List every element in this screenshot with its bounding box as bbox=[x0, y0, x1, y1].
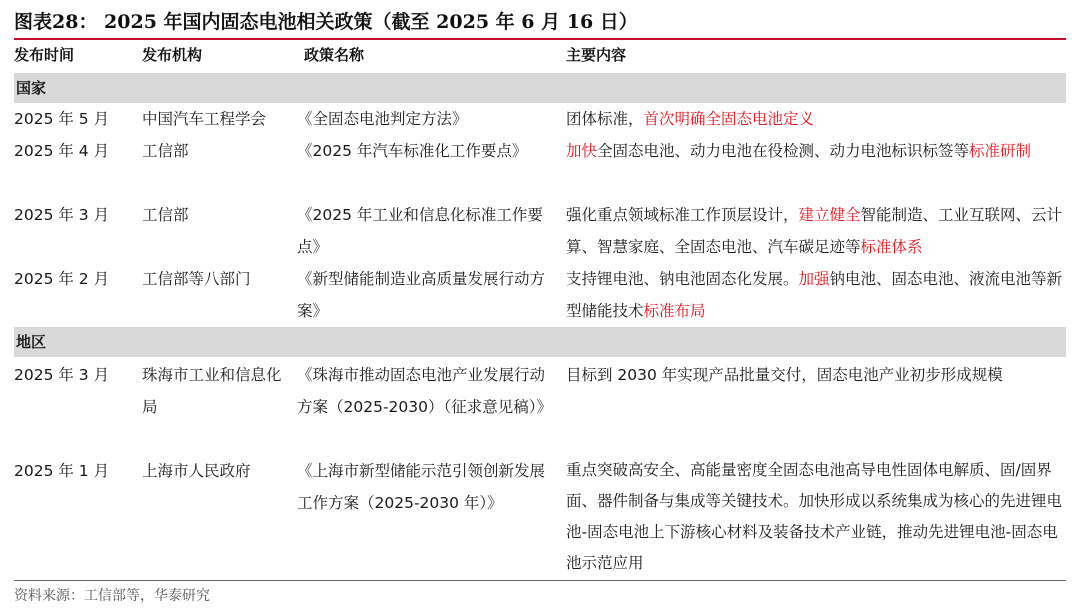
cell-policy: 《全固态电池判定方法》 bbox=[297, 110, 468, 128]
cell-org: 工信部 bbox=[142, 206, 189, 224]
highlight-text: 建立健全 bbox=[798, 206, 861, 224]
cell-content bbox=[566, 359, 1066, 391]
content-text: 强化重点领域标准工作顶层设计， bbox=[566, 206, 799, 224]
table-row bbox=[14, 455, 1066, 579]
cell-org: 中国汽车工程学会 bbox=[142, 110, 267, 128]
content-text: 钠电池、固态电池、液流电池等新型储能技术 bbox=[566, 270, 1063, 320]
cell-org: 工信部等八部门 bbox=[142, 270, 251, 288]
section-national: 国家 bbox=[14, 73, 1066, 103]
cell-content bbox=[566, 199, 1066, 263]
cell-date: 2025 年 4 月 bbox=[14, 142, 110, 160]
content-text: 支持锂电池、钠电池固态化发展。 bbox=[566, 270, 799, 288]
table-row bbox=[14, 135, 1066, 199]
cell-date: 2025 年 5 月 bbox=[14, 110, 110, 128]
cell-date: 2025 年 2 月 bbox=[14, 270, 110, 288]
cell-org: 珠海市工业和信息化局 bbox=[142, 366, 282, 416]
table-row bbox=[14, 263, 1066, 327]
header-org: 发布机构 bbox=[142, 46, 203, 64]
cell-date: 2025 年 3 月 bbox=[14, 206, 110, 224]
table-row bbox=[14, 359, 1066, 455]
highlight-text: 标准研制 bbox=[969, 142, 1032, 160]
cell-date: 2025 年 3 月 bbox=[14, 366, 110, 384]
cell-org: 上海市人民政府 bbox=[142, 462, 251, 480]
section-regional: 地区 bbox=[14, 327, 1066, 357]
cell-policy: 《2025 年工业和信息化标准工作要点》 bbox=[297, 206, 543, 256]
content-text: 重点突破高安全、高能量密度全固态电池高导电性固体电解质、固/固界面、器件制备与集成等关键技术。加快形成以系统集成为核心的先进锂电池-固态电池上下游核心材料及装备技术产业链，推动先进锂电池-固态电池示范应用 bbox=[566, 461, 1063, 572]
cell-date: 2025 年 1 月 bbox=[14, 462, 110, 480]
content-text: 智能制造、工业互联网、云计算、智慧家庭、全固态电池、汽车碳足迹等 bbox=[566, 206, 1063, 256]
cell-policy: 《上海市新型储能示范引领创新发展工作方案（2025-2030 年）》 bbox=[297, 462, 546, 512]
title-rule bbox=[14, 38, 1066, 40]
content-text: 目标到 2030 年实现产品批量交付，固态电池产业初步形成规模 bbox=[566, 366, 1003, 384]
figure-title: 图表28： 2025 年国内固态电池相关政策（截至 2025 年 6 月 16 日） bbox=[14, 11, 638, 33]
header-content: 主要内容 bbox=[566, 46, 627, 64]
cell-policy: 《新型储能制造业高质量发展行动方案》 bbox=[297, 270, 546, 320]
table-row bbox=[14, 103, 1066, 135]
highlight-text: 标准体系 bbox=[860, 238, 923, 256]
cell-content bbox=[566, 135, 1066, 167]
cell-content bbox=[566, 455, 1066, 579]
table-row bbox=[14, 199, 1066, 263]
cell-policy: 《2025 年汽车标准化工作要点》 bbox=[297, 142, 528, 160]
table-bottom-rule bbox=[14, 580, 1066, 581]
highlight-text: 标准布局 bbox=[643, 302, 706, 320]
header-date: 发布时间 bbox=[14, 46, 75, 64]
source-note: 资料来源：工信部等，华泰研究 bbox=[14, 588, 210, 604]
cell-org: 工信部 bbox=[142, 142, 189, 160]
highlight-text: 加快 bbox=[566, 142, 598, 160]
table-header bbox=[14, 44, 1066, 66]
header-policy: 政策名称 bbox=[304, 46, 365, 64]
cell-policy: 《珠海市推动固态电池产业发展行动方案（2025-2030）（征求意见稿）》 bbox=[297, 366, 552, 416]
cell-content bbox=[566, 263, 1066, 327]
cell-content bbox=[566, 103, 1066, 135]
highlight-text: 加强 bbox=[798, 270, 830, 288]
highlight-text: 首次明确全固态电池定义 bbox=[643, 110, 815, 128]
content-text: 团体标准， bbox=[566, 110, 644, 128]
content-text: 全固态电池、动力电池在役检测、动力电池标识标签等 bbox=[597, 142, 970, 160]
